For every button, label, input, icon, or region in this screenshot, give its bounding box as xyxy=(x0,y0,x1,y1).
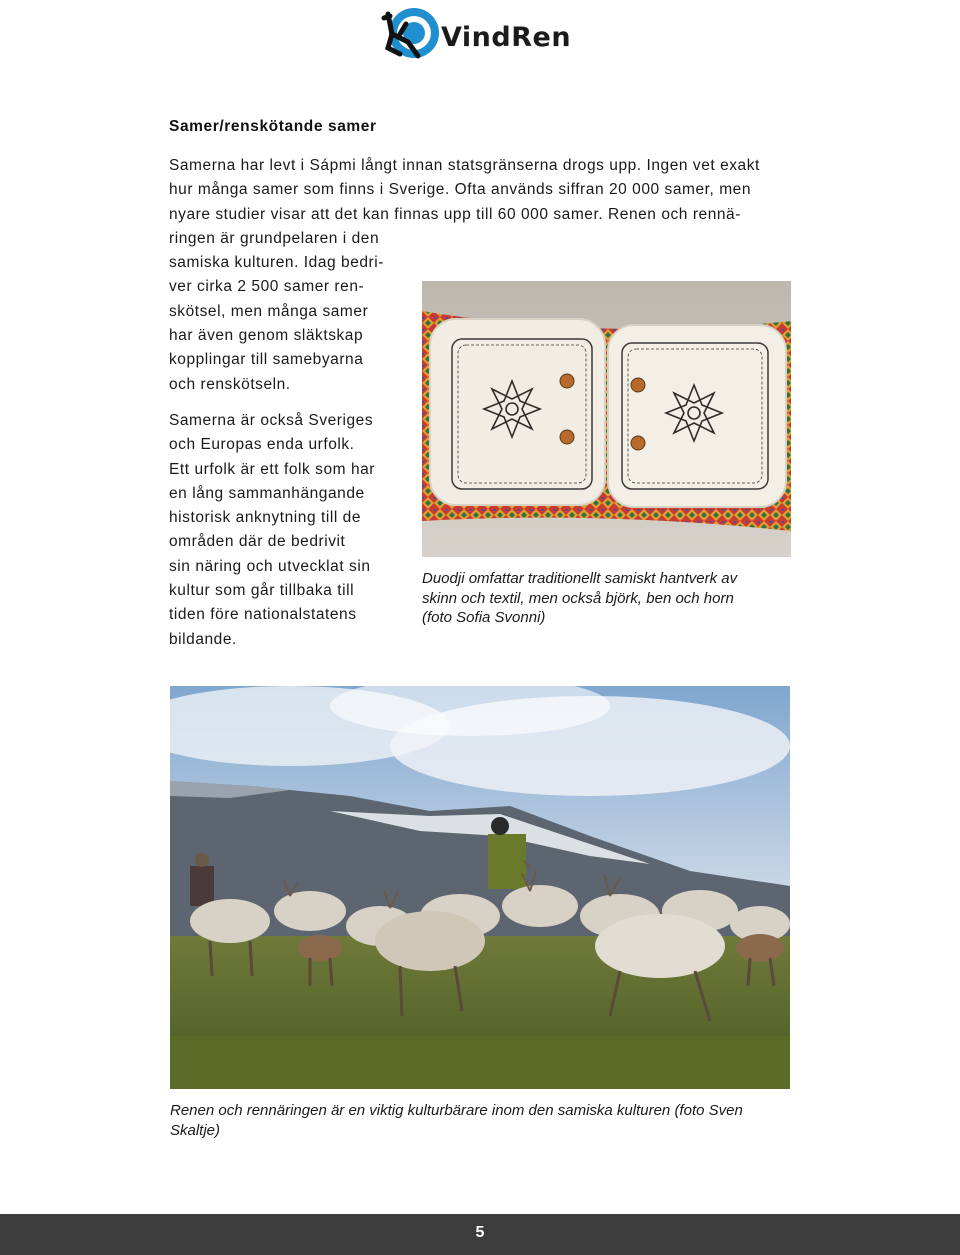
logo-emblem-icon xyxy=(378,4,448,64)
duodji-caption xyxy=(422,569,794,628)
section-heading: Samer/renskötande samer xyxy=(169,118,377,135)
caption-line: Renen och rennäringen är en viktig kulturbärare inom den samiska kulturen (foto Sven xyxy=(170,1102,743,1119)
text-line: samiska kulturen. Idag bedri- xyxy=(169,254,384,272)
text-line: Samerna har levt i Sápmi långt innan statsgränserna drogs upp. Ingen vet exakt xyxy=(169,157,760,174)
text-line: Samerna är också Sveriges xyxy=(169,412,374,429)
text-line: historisk anknytning till de xyxy=(169,509,362,527)
page-footer xyxy=(0,1214,960,1255)
text-line: ringen är grundpelaren i den xyxy=(169,229,380,247)
reindeer-caption xyxy=(170,1101,795,1140)
logo-text: VindRen xyxy=(441,22,572,53)
text-line: bildande. xyxy=(169,630,237,648)
text-line: har även genom släktskap xyxy=(169,327,364,345)
text-line: nyare studier visar att det kan finnas upp till 60 000 samer. Renen och rennä- xyxy=(169,205,741,223)
text-line: ver cirka 2 500 samer ren- xyxy=(169,278,365,296)
text-line: Ett urfolk är ett folk som har xyxy=(169,460,376,478)
text-line: kultur som går tillbaka till xyxy=(169,582,355,600)
caption-line: Skaltje) xyxy=(170,1121,221,1139)
text-line: och renskötseln. xyxy=(169,375,291,393)
indigenous-paragraph xyxy=(169,409,414,652)
text-line: sin näring och utvecklat sin xyxy=(169,557,371,575)
text-line: och Europas enda urfolk. xyxy=(169,436,355,454)
caption-line: Duodji omfattar traditionellt samiskt hantverk av xyxy=(422,570,738,587)
text-line: kopplingar till samebyarna xyxy=(169,351,364,369)
page-number: 5 xyxy=(475,1224,485,1241)
text-line: en lång sammanhängande xyxy=(169,484,365,502)
text-line: skötsel, men många samer xyxy=(169,302,369,320)
duodji-photo xyxy=(422,281,791,557)
text-line: områden där de bedrivit xyxy=(169,533,346,551)
caption-line: (foto Sofia Svonni) xyxy=(422,609,546,626)
text-line: tiden före nationalstatens xyxy=(169,606,357,624)
reindeer-herd-photo xyxy=(170,686,790,1089)
text-line: hur många samer som finns i Sverige. Ofta används siffran 20 000 samer, men xyxy=(169,181,752,199)
caption-line: skinn och textil, men också björk, ben och horn xyxy=(422,589,734,607)
